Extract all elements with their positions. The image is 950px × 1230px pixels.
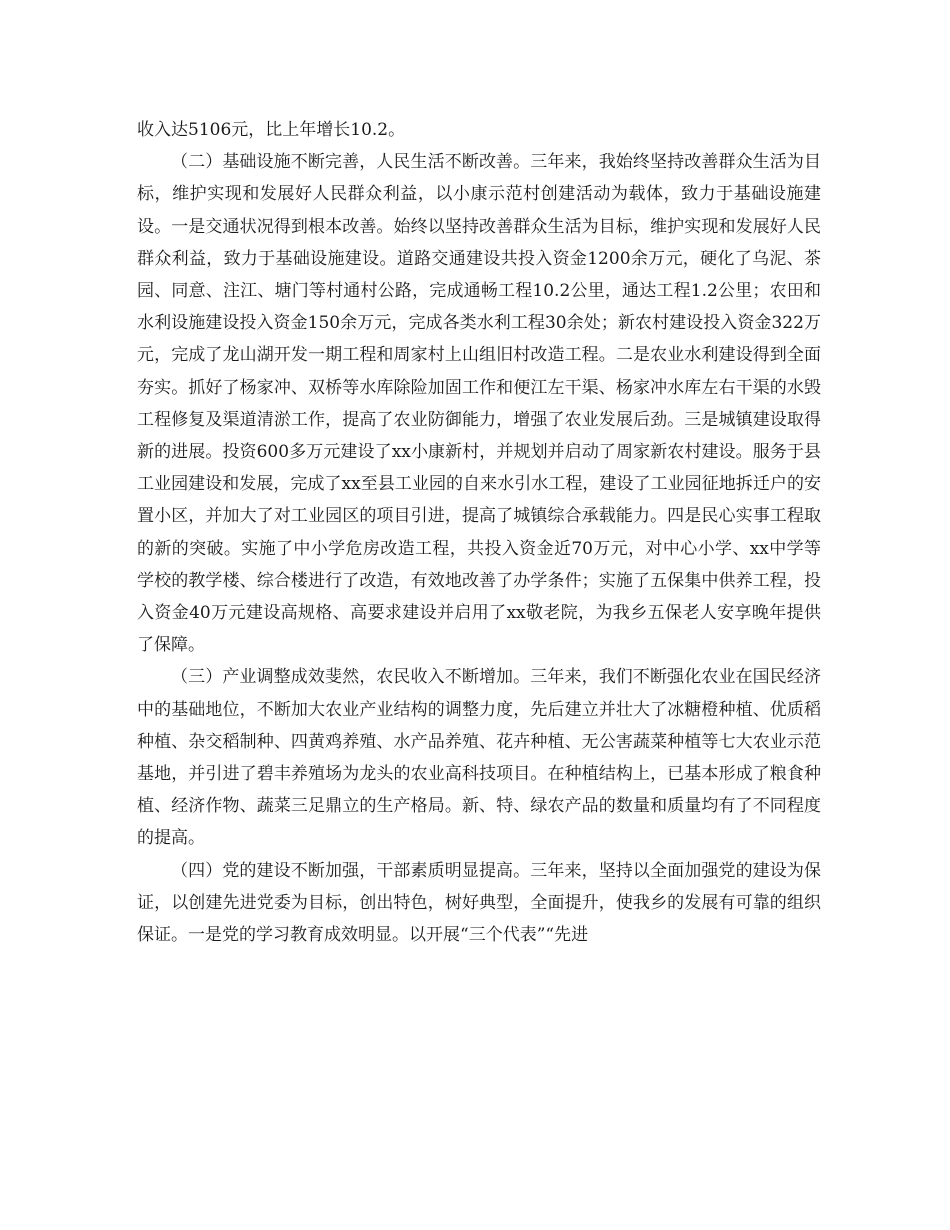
paragraph-party-building: （四）党的建设不断加强，干部素质明显提高。三年来，坚持以全面加强党的建设为保证，以创建先进党委为目标，创出特色，树好典型，全面提升，使我乡的发展有可靠的组织保证。一是党的学习教育成效明显。以开展“三个代表”“先进 [137,860,821,946]
paragraph-income-summary: 收入达5106元，比上年增长10.2。 [137,120,406,140]
paragraph-industry-adjustment: （三）产业调整成效斐然，农民收入不断增加。三年来，我们不断强化农业在国民经济中的基础地位，不断加大农业产业结构的调整力度，先后建立并壮大了冰糖橙种植、优质稻种植、杂交稻制种、四黄鸡养殖、水产品养殖、花卉种植、无公害蔬菜种植等七大农业示范基地，并引进了碧丰养殖场为龙头的农业高科技项目。在种植结构上，已基本形成了粮食种植、经济作物、蔬菜三足鼎立的生产格局。新、特、绿农产品的数量和质量均有了不同程度的提高。 [137,667,821,849]
document-body [137,114,821,951]
paragraph-infrastructure: （二）基础设施不断完善，人民生活不断改善。三年来，我始终坚持改善群众生活为目标，维护实现和发展好人民群众利益，以小康示范村创建活动为载体，致力于基础设施建设。一是交通状况得到根本改善。始终以坚持改善群众生活为目标，维护实现和发展好人民群众利益，致力于基础设施建设。道路交通建设共投入资金1200余万元，硬化了乌泥、茶园、同意、注江、塘门等村通村公路，完成通畅工程10.2公里，通达工程1.2公里；农田和水利设施建设投入资金150余万元，完成各类水利工程30余处；新农村建设投入资金322万元，完成了龙山湖开发一期工程和周家村上山组旧村改造工程。二是农业水利建设得到全面夯实。抓好了杨家冲、双桥等水库除险加固工作和便江左干渠、杨家冲水库左右干渠的水毁工程修复及渠道清淤工作，提高了农业防御能力，增强了农业发展后劲。三是城镇建设取得新的进展。投资600多万元建设了xx小康新村，并规划并启动了周家新农村建设。服务于县工业园建设和发展，完成了xx至县工业园的自来水引水工程，建设了工业园征地拆迁户的安置小区，并加大了对工业园区的项目引进，提高了城镇综合承载能力。四是民心实事工程取的新的突破。实施了中小学危房改造工程，共投入资金近70万元，对中心小学、xx中学等学校的教学楼、综合楼进行了改造，有效地改善了办学条件；实施了五保集中供养工程，投入资金40万元建设高规格、高要求建设并启用了xx敬老院，为我乡五保老人安享晚年提供了保障。 [137,152,821,656]
